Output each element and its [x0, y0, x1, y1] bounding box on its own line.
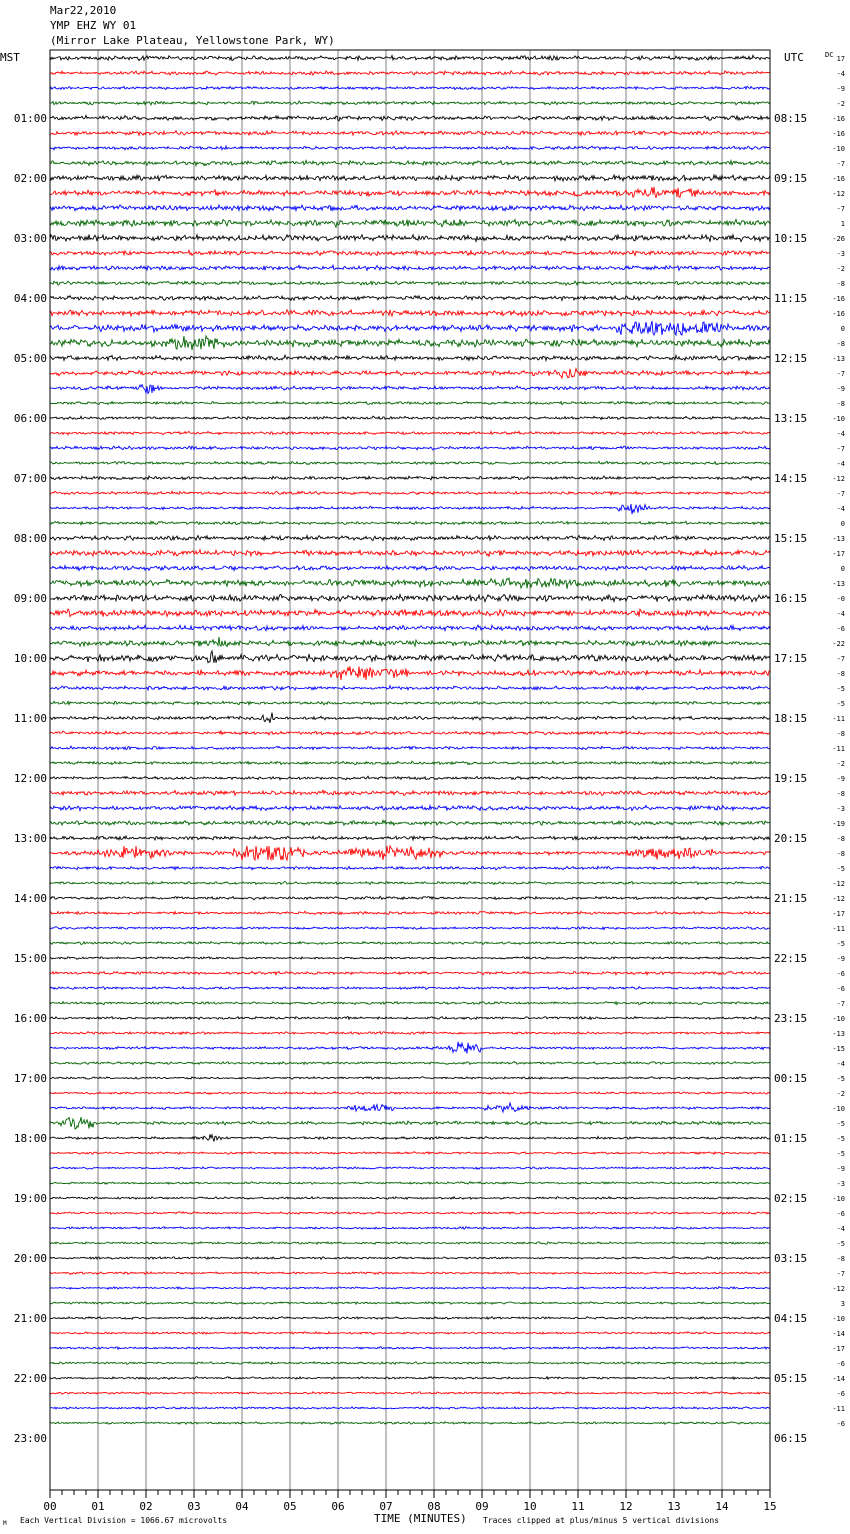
seismic-trace: [50, 578, 770, 589]
dc-offset-value: -2: [836, 1090, 845, 1098]
seismic-trace: [50, 115, 770, 120]
utc-hour-label: 15:15: [774, 532, 808, 545]
mst-hour-label: 03:00: [13, 232, 47, 245]
mst-hour-label: 12:00: [13, 772, 47, 785]
dc-offset-value: -4: [836, 505, 845, 513]
dc-offset-value: -8: [836, 1255, 845, 1263]
dc-offset-value: -12: [832, 880, 845, 888]
dc-offset-value: -8: [836, 340, 845, 348]
seismic-trace: [50, 1092, 770, 1095]
mst-hour-label: 22:00: [13, 1372, 47, 1385]
mst-hour-label: 15:00: [13, 952, 47, 965]
seismic-trace: [50, 866, 770, 870]
seismic-trace: [50, 521, 770, 525]
seismic-trace: [50, 1197, 770, 1200]
x-tick-label: 12: [619, 1500, 633, 1513]
header-location: (Mirror Lake Plateau, Yellowstone Park, WY): [50, 34, 335, 47]
dc-offset-value: -3: [836, 805, 845, 813]
seismic-traces: [50, 55, 770, 1424]
utc-hour-label: 06:15: [774, 1432, 808, 1445]
mst-hour-label: 09:00: [13, 592, 47, 605]
x-tick-label: 08: [427, 1500, 441, 1513]
seismic-trace: [50, 321, 770, 335]
dc-offset-value: -12: [832, 1285, 845, 1293]
seismic-trace: [50, 219, 770, 227]
mst-axis-label: MST: [0, 51, 20, 64]
seismic-trace: [50, 250, 770, 255]
mst-hour-label: 01:00: [13, 112, 47, 125]
dc-offset-value: -3: [836, 1180, 845, 1188]
seismic-trace: [50, 713, 770, 723]
dc-offset-value: -14: [832, 1375, 845, 1383]
x-tick-label: 14: [715, 1500, 729, 1513]
seismic-trace: [50, 820, 770, 825]
dc-offset-value: -10: [832, 1015, 845, 1023]
mst-hour-label: 18:00: [13, 1132, 47, 1145]
utc-hour-label: 09:15: [774, 172, 808, 185]
dc-offset-value: -10: [832, 1315, 845, 1323]
dc-offset-value: -11: [832, 1405, 845, 1413]
seismic-trace: [50, 1407, 770, 1409]
utc-hour-label: 05:15: [774, 1372, 808, 1385]
dc-offset-value: -6: [836, 1210, 845, 1218]
utc-hour-label: 12:15: [774, 352, 808, 365]
dc-offset-value: -4: [836, 430, 845, 438]
seismic-trace: [50, 1302, 770, 1304]
seismic-trace: [50, 651, 770, 663]
x-tick-label: 04: [235, 1500, 249, 1513]
dc-offset-value: 3: [840, 1300, 845, 1308]
seismic-trace: [50, 385, 770, 394]
dc-offset-value: -8: [836, 850, 845, 858]
dc-label: DC: [825, 51, 834, 59]
x-tick-label: 15: [763, 1500, 777, 1513]
seismic-trace: [50, 1272, 770, 1275]
mst-hour-label: 02:00: [13, 172, 47, 185]
dc-offset-value: -4: [836, 1225, 845, 1233]
seismic-trace: [50, 609, 770, 617]
dc-offset-value: -5: [836, 700, 845, 708]
seismic-trace: [50, 369, 770, 379]
seismic-trace: [50, 957, 770, 960]
dc-offset-value: -9: [836, 385, 845, 393]
dc-offset-value: -4: [836, 70, 845, 78]
dc-offset-value: -13: [832, 535, 845, 543]
dc-offset-value: -2: [836, 100, 845, 108]
dc-offset-value: -0: [836, 595, 845, 603]
x-tick-label: 11: [571, 1500, 585, 1513]
dc-offset-value: -5: [836, 865, 845, 873]
mst-hour-label: 14:00: [13, 892, 47, 905]
x-tick-label: 02: [139, 1500, 153, 1513]
dc-offset-value: -17: [832, 1345, 845, 1353]
dc-offset-value: -5: [836, 1120, 845, 1128]
plot-frame: [50, 50, 770, 1490]
header-date: Mar22,2010: [50, 4, 117, 17]
seismic-trace: [50, 146, 770, 150]
x-tick-label: 10: [523, 1500, 537, 1513]
utc-hour-label: 01:15: [774, 1132, 808, 1145]
mst-hour-label: 11:00: [13, 712, 47, 725]
seismic-trace: [50, 1042, 770, 1054]
dc-offset-value: -12: [832, 190, 845, 198]
seismic-trace: [50, 1212, 770, 1215]
dc-offset-value: -8: [836, 730, 845, 738]
seismic-trace: [50, 1002, 770, 1005]
seismic-trace: [50, 175, 770, 181]
dc-offset-value: -3: [836, 250, 845, 258]
mst-hour-label: 17:00: [13, 1072, 47, 1085]
utc-hour-label: 11:15: [774, 292, 808, 305]
utc-hour-label: 10:15: [774, 232, 808, 245]
seismic-trace: [50, 911, 770, 914]
corner-mark: M: [3, 1520, 7, 1527]
utc-hour-label: 19:15: [774, 772, 808, 785]
dc-offset-value: -14: [832, 1330, 845, 1338]
seismic-trace: [50, 336, 770, 350]
dc-offset-value: -5: [836, 1150, 845, 1158]
seismic-trace: [50, 896, 770, 900]
seismic-trace: [50, 1347, 770, 1350]
seismic-trace: [50, 566, 770, 571]
seismic-trace: [50, 101, 770, 105]
seismic-trace: [50, 550, 770, 557]
seismic-trace: [50, 1167, 770, 1169]
seismic-trace: [50, 235, 770, 242]
dc-offset-value: -6: [836, 1390, 845, 1398]
header-station: YMP EHZ WY 01: [50, 19, 137, 32]
seismic-trace: [50, 1134, 770, 1141]
dc-offset-value: -2: [836, 760, 845, 768]
mst-hour-label: 13:00: [13, 832, 47, 845]
dc-offset-value: -7: [836, 1270, 845, 1278]
seismic-trace: [50, 637, 770, 647]
utc-hour-label: 17:15: [774, 652, 808, 665]
seismic-trace: [50, 790, 770, 795]
x-axis-title: TIME (MINUTES): [374, 1512, 467, 1525]
x-tick-label: 09: [475, 1500, 489, 1513]
seismic-trace: [50, 731, 770, 735]
mst-hour-label: 06:00: [13, 412, 47, 425]
seismic-trace: [50, 686, 770, 690]
utc-hour-label: 21:15: [774, 892, 808, 905]
dc-offset-value: -8: [836, 835, 845, 843]
dc-offset-value: -10: [832, 1105, 845, 1113]
seismic-trace: [50, 1062, 770, 1065]
dc-offset-value: -7: [836, 370, 845, 378]
seismic-trace: [50, 446, 770, 450]
dc-offset-value: -8: [836, 790, 845, 798]
mst-hour-label: 16:00: [13, 1012, 47, 1025]
dc-offset-value: -8: [836, 400, 845, 408]
dc-offset-value: -5: [836, 940, 845, 948]
dc-offset-value: -7: [836, 445, 845, 453]
mst-hour-label: 21:00: [13, 1312, 47, 1325]
seismic-trace: [50, 805, 770, 810]
seismic-trace: [50, 927, 770, 930]
dc-offset-value: -12: [832, 475, 845, 483]
dc-offset-value: 17: [836, 55, 845, 63]
dc-offset-value: -11: [832, 925, 845, 933]
dc-offset-value: 0: [840, 325, 845, 333]
utc-hour-label: 23:15: [774, 1012, 808, 1025]
utc-hour-label: 14:15: [774, 472, 808, 485]
mst-hour-label: 05:00: [13, 352, 47, 365]
seismic-trace: [50, 836, 770, 840]
dc-offset-value: -19: [832, 820, 845, 828]
dc-offset-value: -17: [832, 550, 845, 558]
mst-hour-label: 20:00: [13, 1252, 47, 1265]
seismic-trace: [50, 1182, 770, 1185]
dc-offset-value: -6: [836, 625, 845, 633]
seismic-trace: [50, 131, 770, 136]
dc-offset-column: [832, 55, 845, 1428]
seismic-trace: [50, 1032, 770, 1035]
dc-offset-value: -5: [836, 1135, 845, 1143]
seismic-trace: [50, 402, 770, 405]
dc-offset-value: -6: [836, 970, 845, 978]
seismic-trace: [50, 1077, 770, 1080]
dc-offset-value: 0: [840, 520, 845, 528]
seismic-trace: [50, 491, 770, 495]
utc-hour-label: 16:15: [774, 592, 808, 605]
dc-offset-value: -11: [832, 745, 845, 753]
seismic-trace: [50, 265, 770, 270]
x-tick-label: 06: [331, 1500, 345, 1513]
seismic-trace: [50, 71, 770, 75]
dc-offset-value: -22: [832, 640, 845, 648]
utc-hour-label: 13:15: [774, 412, 808, 425]
seismic-trace: [50, 625, 770, 631]
seismic-trace: [50, 1257, 770, 1260]
x-tick-label: 05: [283, 1500, 297, 1513]
dc-offset-value: -16: [832, 115, 845, 123]
seismic-trace: [50, 987, 770, 990]
dc-offset-value: -16: [832, 130, 845, 138]
dc-offset-value: -8: [836, 280, 845, 288]
clip-note: Traces clipped at plus/minus 5 vertical divisions: [483, 1516, 720, 1525]
utc-hour-label: 00:15: [774, 1072, 808, 1085]
dc-offset-value: -10: [832, 415, 845, 423]
dc-offset-value: -4: [836, 1060, 845, 1068]
utc-hour-label: 20:15: [774, 832, 808, 845]
utc-hour-label: 22:15: [774, 952, 808, 965]
seismic-trace: [50, 296, 770, 301]
dc-offset-value: -16: [832, 310, 845, 318]
dc-offset-value: -5: [836, 1075, 845, 1083]
dc-offset-value: -11: [832, 715, 845, 723]
dc-offset-value: -12: [832, 895, 845, 903]
dc-offset-value: -26: [832, 235, 845, 243]
seismic-trace: [50, 476, 770, 480]
dc-offset-value: -15: [832, 1045, 845, 1053]
dc-offset-value: -7: [836, 160, 845, 168]
utc-hour-label: 03:15: [774, 1252, 808, 1265]
mst-hour-label: 19:00: [13, 1192, 47, 1205]
seismic-trace: [50, 187, 770, 198]
seismic-trace: [50, 431, 770, 434]
seismic-trace: [50, 1287, 770, 1290]
seismic-trace: [50, 1392, 770, 1395]
dc-offset-value: -17: [832, 910, 845, 918]
seismic-trace: [50, 701, 770, 705]
seismic-trace: [50, 1317, 770, 1320]
x-tick-label: 01: [91, 1500, 105, 1513]
seismic-trace: [50, 846, 770, 860]
seismic-trace: [50, 971, 770, 975]
dc-offset-value: -13: [832, 355, 845, 363]
dc-offset-value: -10: [832, 1195, 845, 1203]
mst-hour-label: 04:00: [13, 292, 47, 305]
seismic-trace: [50, 1242, 770, 1245]
seismic-trace: [50, 1422, 770, 1425]
dc-offset-value: -6: [836, 1360, 845, 1368]
seismic-trace: [50, 942, 770, 945]
dc-offset-value: -10: [832, 145, 845, 153]
seismic-trace: [50, 1103, 770, 1112]
dc-offset-value: -16: [832, 295, 845, 303]
dc-offset-value: -8: [836, 670, 845, 678]
utc-hour-label: 18:15: [774, 712, 808, 725]
time-axis: [43, 1490, 776, 1513]
dc-offset-value: -7: [836, 490, 845, 498]
seismic-trace: [50, 1227, 770, 1230]
seismic-trace: [50, 746, 770, 749]
dc-offset-value: -9: [836, 85, 845, 93]
dc-offset-value: -7: [836, 1000, 845, 1008]
seismic-trace: [50, 1362, 770, 1365]
x-tick-label: 13: [667, 1500, 681, 1513]
dc-offset-value: -2: [836, 265, 845, 273]
mst-hour-label: 10:00: [13, 652, 47, 665]
dc-offset-value: -6: [836, 1420, 845, 1428]
dc-offset-value: -16: [832, 175, 845, 183]
seismic-trace: [50, 761, 770, 764]
plot-border: [50, 50, 770, 1490]
dc-offset-value: -4: [836, 460, 845, 468]
seismic-trace: [50, 1152, 770, 1155]
seismic-trace: [50, 1017, 770, 1020]
seismic-trace: [50, 666, 770, 680]
seismic-trace: [50, 355, 770, 360]
utc-hour-label: 02:15: [774, 1192, 808, 1205]
seismic-trace: [50, 205, 770, 211]
scale-note: Each Vertical Division = 1066.67 microvolts: [20, 1516, 228, 1525]
seismic-trace: [50, 504, 770, 514]
seismic-trace: [50, 86, 770, 89]
seismic-trace: [50, 881, 770, 884]
seismic-trace: [50, 281, 770, 285]
dc-offset-value: 0: [840, 565, 845, 573]
seismic-trace: [50, 1332, 770, 1335]
seismic-trace: [50, 416, 770, 419]
utc-hour-label: 08:15: [774, 112, 808, 125]
mst-axis: [0, 51, 47, 1445]
dc-offset-value: -9: [836, 1165, 845, 1173]
seismic-trace: [50, 536, 770, 541]
dc-offset-value: -5: [836, 685, 845, 693]
mst-hour-label: 23:00: [13, 1432, 47, 1445]
seismic-trace: [50, 310, 770, 316]
dc-offset-value: -4: [836, 610, 845, 618]
x-tick-label: 07: [379, 1500, 393, 1513]
dc-offset-value: -6: [836, 985, 845, 993]
dc-offset-value: -7: [836, 205, 845, 213]
dc-offset-value: -13: [832, 1030, 845, 1038]
dc-offset-value: -13: [832, 580, 845, 588]
dc-offset-value: -9: [836, 775, 845, 783]
mst-hour-label: 07:00: [13, 472, 47, 485]
utc-axis-label: UTC: [784, 51, 804, 64]
dc-offset-value: -9: [836, 955, 845, 963]
seismic-trace: [50, 55, 770, 60]
utc-hour-label: 04:15: [774, 1312, 808, 1325]
seismic-trace: [50, 461, 770, 464]
seismic-trace: [50, 595, 770, 602]
x-tick-label: 03: [187, 1500, 201, 1513]
mst-hour-label: 08:00: [13, 532, 47, 545]
dc-offset-value: -5: [836, 1240, 845, 1248]
seismic-trace: [50, 1377, 770, 1380]
seismic-trace: [50, 160, 770, 165]
seismic-trace: [50, 1117, 770, 1129]
utc-axis: [774, 51, 833, 1445]
dc-offset-value: -7: [836, 655, 845, 663]
seismic-trace: [50, 776, 770, 780]
x-tick-label: 00: [43, 1500, 57, 1513]
dc-offset-value: 1: [840, 220, 845, 228]
